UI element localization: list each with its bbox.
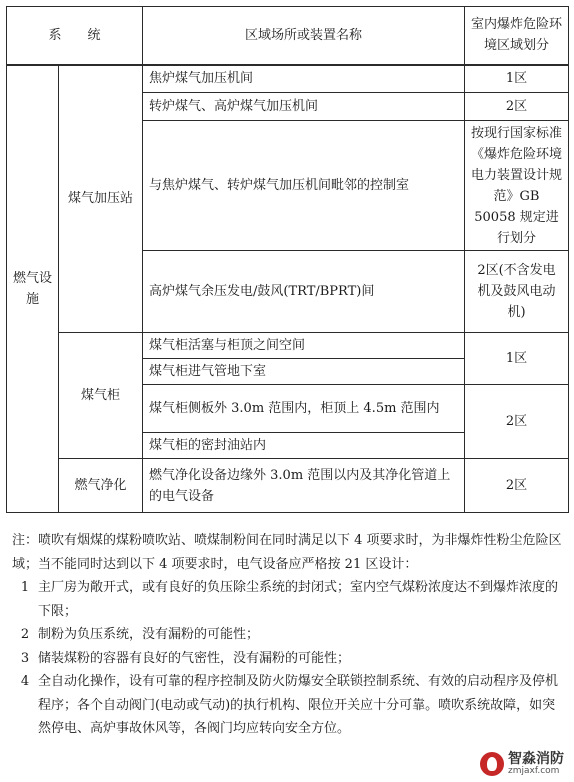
note-item-text: 储装煤粉的容器有良好的气密性，没有漏粉的可能性；: [38, 650, 351, 666]
area-cell: 燃气净化设备边缘外 3.0m 范围以内及其净化管道上的电气设备: [143, 459, 465, 513]
note-item-number: 2: [20, 627, 30, 642]
table-header-row: [7, 7, 569, 65]
zone-cell: 1区: [465, 65, 569, 93]
watermark-text: [508, 752, 564, 776]
zone-table: [6, 6, 569, 513]
table-row: [7, 459, 569, 513]
note-item-text: 制粉为负压系统，没有漏粉的可能性；: [38, 627, 260, 642]
note-item-text: 主厂房为敞开式，或有良好的负压除尘系统的封闭式；室内空气煤粉浓度达不到爆炸浓度的下限；: [38, 580, 559, 619]
area-cell: 煤气柜活塞与柜顶之间空间: [143, 333, 465, 359]
zone-cell: 1区: [465, 333, 569, 385]
header-zone: 室内爆炸危险环境区域划分: [465, 7, 569, 65]
area-cell: 煤气柜进气管地下室: [143, 359, 465, 385]
note-item-number: 3: [20, 650, 30, 666]
note-item: [12, 576, 568, 623]
note-item: [12, 623, 568, 647]
group-cell-gas-purification: 燃气净化: [59, 459, 143, 513]
table-row: [7, 333, 569, 359]
group-cell-gas-holder: 煤气柜: [59, 333, 143, 459]
area-cell: 高炉煤气余压发电/鼓风(TRT/BPRT)间: [143, 251, 465, 333]
note-item: [12, 670, 568, 741]
zone-cell: 2区(不含发电机及鼓风电动机): [465, 251, 569, 333]
system-cell: 燃气设施: [7, 65, 59, 513]
note-item-number: 4: [20, 674, 30, 689]
area-cell: 焦炉煤气加压机间: [143, 65, 465, 93]
zone-cell: 2区: [465, 459, 569, 513]
header-area: 区域场所或装置名称: [143, 7, 465, 65]
watermark-name: 智淼消防: [508, 750, 564, 767]
note-item-text: 全自动化操作，设有可靠的程序控制及防火防爆安全联锁控制系统、有效的启动程序及停机程序；各个自动阀门(电动或气动)的执行机构、限位开关应十分可靠。喷吹系统故障，如突然停电、高炉事故休风等，各阀门均应转向安全方位。: [38, 674, 559, 736]
fire-logo-icon: [480, 752, 504, 776]
table-row: [7, 65, 569, 93]
group-cell-gas-pressurizing: 煤气加压站: [59, 65, 143, 333]
area-cell: 转炉煤气、高炉煤气加压机间: [143, 93, 465, 121]
area-cell: 煤气柜的密封油站内: [143, 433, 465, 459]
area-cell: 煤气柜侧板外 3.0m 范围内，柜顶上 4.5m 范围内: [143, 385, 465, 433]
note-intro: 注：喷吹有烟煤的煤粉喷吹站、喷煤制粉间在同时满足以下 4 项要求时，为非爆炸性粉尘危险区域；当不能同时达到以下 4 项要求时，电气设备应严格按 21 区设计：: [12, 533, 562, 572]
watermark-url: zmjaxf.com: [508, 765, 560, 776]
zone-cell: 按现行国家标准《爆炸危险环境电力装置设计规范》GB 50058 规定进行划分: [465, 121, 569, 251]
note-item: [12, 647, 568, 671]
header-system: 系 统: [7, 7, 143, 65]
zone-cell: 2区: [465, 385, 569, 459]
zone-cell: 2区: [465, 93, 569, 121]
note-item-number: 1: [20, 580, 30, 595]
area-cell: 与焦炉煤气、转炉煤气加压机间毗邻的控制室: [143, 121, 465, 251]
watermark: [480, 752, 564, 776]
notes-block: [12, 529, 568, 741]
